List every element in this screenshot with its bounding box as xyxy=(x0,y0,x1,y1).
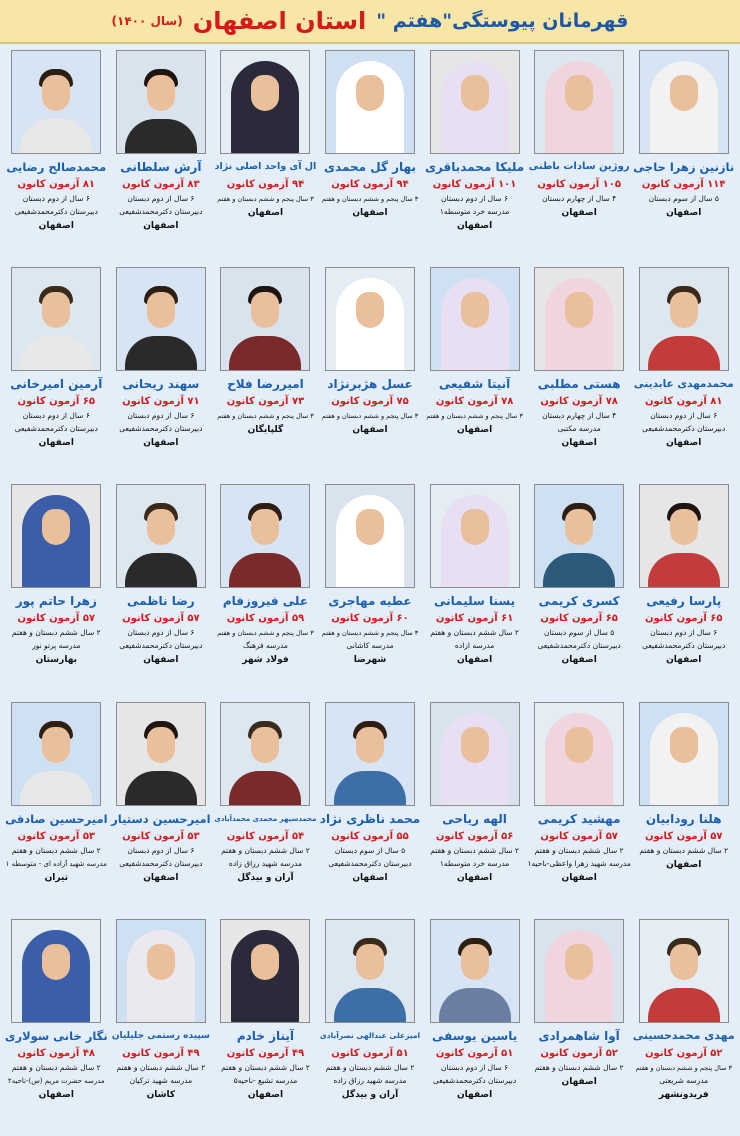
student-detail: دبیرستان دکترمحمدشفیعی xyxy=(642,424,726,434)
student-score: ۷۵ آزمون کانون xyxy=(331,396,409,408)
student-card xyxy=(318,263,423,480)
student-detail: مدرسه فرهنگ xyxy=(242,641,288,651)
student-card xyxy=(213,480,318,697)
student-score: ۵۹ آزمون کانون xyxy=(226,613,305,625)
student-name: آرش سلطانی xyxy=(120,160,202,174)
student-detail: ۶ سال از دوم دبستان xyxy=(650,628,718,638)
student-detail: دبیرستان دکترمحمدشفیعی xyxy=(119,858,203,868)
student-card xyxy=(422,698,527,915)
student-city: اصفهان xyxy=(38,1089,74,1100)
student-card xyxy=(318,698,423,915)
student-score: ۷۸ آزمون کانون xyxy=(435,396,514,408)
student-photo xyxy=(220,702,310,806)
student-city: اصفهان xyxy=(666,655,702,666)
student-photo xyxy=(220,267,310,371)
student-card xyxy=(318,480,423,697)
student-name: محمدمهدی عابدینی xyxy=(633,378,734,391)
student-card xyxy=(109,46,214,263)
student-detail: ۳ سال پنجم و ششم دبستان و هفتم xyxy=(217,412,314,421)
student-name: هلنا رودابیان xyxy=(645,811,722,826)
student-detail: ۵ سال از سوم دبستان xyxy=(648,194,719,203)
student-score: ۷۸ آزمون کانون xyxy=(540,396,618,408)
student-detail: ۲ سال ششم دبستان و هفتم xyxy=(430,628,519,638)
student-detail: مدرسه خرد متوسطه۱ xyxy=(439,207,510,216)
student-score: ۵۲ آزمون کانون xyxy=(540,1047,618,1059)
student-city: اصفهان xyxy=(456,655,493,666)
student-photo xyxy=(11,919,101,1023)
student-detail: ۳ سال پنجم و ششم دبستان و هفتم xyxy=(321,629,419,638)
student-score: ۹۴ آزمون کانون xyxy=(226,179,305,190)
student-city: اصفهان xyxy=(352,425,388,436)
student-name: یاسین یوسفی xyxy=(431,1028,518,1043)
student-city: اصفهان xyxy=(456,1089,493,1100)
student-card xyxy=(631,46,736,263)
student-detail: مدرسه حضرت مریم (س)-ناحیه۲ xyxy=(7,1076,105,1085)
student-city: بهارستان xyxy=(35,655,78,666)
student-detail: مدرسه کاشانی xyxy=(346,641,394,651)
student-detail: ۶ سال از دوم دبستان xyxy=(22,194,90,203)
student-photo xyxy=(430,484,520,588)
student-name: عسل هژبرنژاد xyxy=(327,377,413,392)
student-detail: ۶ سال از دوم دبستان xyxy=(22,411,90,421)
student-detail: ۶ سال از دوم دبستان xyxy=(127,411,195,421)
student-card xyxy=(318,915,423,1132)
student-score: ۴۹ آزمون کانون xyxy=(122,1047,200,1059)
student-card xyxy=(109,263,214,480)
student-detail: دبیرستان دکترمحمدشفیعی xyxy=(119,641,203,651)
student-photo xyxy=(220,484,310,588)
student-card xyxy=(527,46,632,263)
student-score: ۷۱ آزمون کانون xyxy=(122,396,200,408)
student-detail: ۲ سال ششم دبستان و هفتم xyxy=(325,1062,415,1072)
student-name: آنیتا شفیعی xyxy=(438,377,511,392)
student-detail: مدرسه شهید رزاق زاده xyxy=(228,858,302,868)
student-city: آران و بیدگل xyxy=(237,872,294,883)
student-card xyxy=(527,915,632,1132)
student-photo xyxy=(325,50,415,154)
student-score: ۵۱ آزمون کانون xyxy=(435,1047,514,1059)
student-city: اصفهان xyxy=(561,1076,597,1087)
student-name: امیررضا فلاح xyxy=(227,377,304,392)
student-detail: ۲ سال ششم دبستان و هفتم xyxy=(11,845,101,855)
header-year: (سال ۱۴۰۰) xyxy=(111,14,183,28)
student-card xyxy=(422,263,527,480)
student-detail: ۲ سال ششم دبستان و هفتم xyxy=(534,1062,624,1072)
student-name: آرمین امیرخانی xyxy=(10,377,103,392)
student-score: ۸۱ آزمون کانون xyxy=(644,396,723,408)
student-photo xyxy=(325,702,415,806)
student-score: ۵۳ آزمون کانون xyxy=(122,830,200,842)
student-detail: مدرسه ازاده xyxy=(454,641,495,651)
student-card xyxy=(631,915,736,1132)
student-card xyxy=(213,46,318,263)
student-photo xyxy=(116,484,206,588)
student-photo xyxy=(639,919,729,1023)
student-name: کسری کریمی xyxy=(538,594,620,609)
student-photo xyxy=(534,50,624,154)
students-grid xyxy=(4,46,736,1132)
student-photo xyxy=(11,267,101,371)
student-photo xyxy=(325,919,415,1023)
student-name: نازنین زهرا حاجی xyxy=(633,160,735,174)
student-name: هستی مطلبی xyxy=(537,377,621,392)
student-photo xyxy=(430,702,520,806)
student-detail: مدرسه شهید رزاق زاده xyxy=(333,1075,407,1085)
student-city: فریدونشهر xyxy=(658,1089,709,1100)
student-score: ۵۳ آزمون کانون xyxy=(17,830,96,842)
student-score: ۷۳ آزمون کانون xyxy=(226,396,305,408)
student-photo xyxy=(116,702,206,806)
student-detail: ۳ سال پنجم و ششم دبستان و هفتم xyxy=(217,629,314,638)
student-detail: ۶ سال از دوم دبستان xyxy=(650,411,718,421)
student-card xyxy=(318,46,423,263)
student-name: محمد ناظری نژاد xyxy=(319,811,421,826)
student-photo xyxy=(116,50,206,154)
student-city: اصفهان xyxy=(456,425,493,436)
student-city: اصفهان xyxy=(561,438,597,449)
student-detail: ۲ سال ششم دبستان و هفتم xyxy=(11,1062,101,1072)
student-detail: ۶ سال از دوم دبستان xyxy=(441,194,509,203)
student-card xyxy=(422,46,527,263)
student-score: ۵۷ آزمون کانون xyxy=(644,830,723,842)
student-detail: ۴ سال از چهارم دبستان xyxy=(542,411,617,421)
student-detail: ۶ سال از دوم دبستان xyxy=(127,845,195,855)
student-name: نگار خانی سولاری xyxy=(4,1028,108,1043)
student-photo xyxy=(534,484,624,588)
student-detail: ۲ سال ششم دبستان و هفتم xyxy=(639,845,729,855)
student-photo xyxy=(639,702,729,806)
student-city: اصفهان xyxy=(352,208,388,218)
student-detail: دبیرستان دکترمحمدشفیعی xyxy=(14,424,98,434)
student-name: یسنا سلیمانی xyxy=(434,594,516,609)
student-city: اصفهان xyxy=(38,221,74,231)
student-photo xyxy=(430,919,520,1023)
student-photo xyxy=(116,919,206,1023)
student-city: گلپایگان xyxy=(247,425,284,436)
student-name: زهرا حاتم پور xyxy=(15,594,97,609)
student-city: اصفهان xyxy=(143,872,179,883)
student-name: امیرحسین دستیار xyxy=(111,811,211,826)
student-detail: ۶ سال از دوم دبستان xyxy=(441,1062,509,1072)
student-city: اصفهان xyxy=(561,208,597,218)
student-name: علی فیروزفام xyxy=(222,594,309,609)
student-card xyxy=(109,698,214,915)
student-name: مهشید کریمی xyxy=(537,811,621,826)
student-detail: ۲ سال ششم دبستان و هفتم xyxy=(221,1062,310,1072)
student-card xyxy=(527,263,632,480)
student-score: ۴۹ آزمون کانون xyxy=(226,1047,305,1059)
student-name: ملیکا محمدباقری xyxy=(424,160,525,174)
student-score: ۱۰۱ آزمون کانون xyxy=(432,179,517,190)
student-name: عطیه مهاجری xyxy=(328,594,412,609)
student-photo xyxy=(639,267,729,371)
student-name: آوا شاهمرادی xyxy=(538,1028,620,1043)
student-detail: ۳ سال پنجم و ششم دبستان و هفتم xyxy=(321,412,419,421)
student-card xyxy=(527,698,632,915)
student-photo xyxy=(220,919,310,1023)
student-name: رضا ناظمی xyxy=(127,594,195,609)
student-photo xyxy=(325,484,415,588)
student-detail: ۳ سال پنجم و ششم دبستان و هفتم xyxy=(426,412,523,421)
student-photo xyxy=(430,50,520,154)
student-detail: ۲ سال ششم دبستان و هفتم xyxy=(534,845,624,855)
student-name: سپیده رستمی جلیلیان xyxy=(111,1030,210,1041)
student-photo xyxy=(11,50,101,154)
student-detail: ۲ سال ششم دبستان و هفتم xyxy=(116,1062,206,1072)
student-name: امیرعلی عبدالهی نصرآبادی xyxy=(319,1030,421,1040)
student-city: شهرضا xyxy=(353,655,387,666)
student-score: ۵۷ آزمون کانون xyxy=(17,613,96,625)
student-city: اصفهان xyxy=(352,872,388,883)
student-score: ۶۱ آزمون کانون xyxy=(435,613,514,625)
student-name: آیناز خادم xyxy=(236,1028,295,1043)
student-city: آران و بیدگل xyxy=(341,1089,399,1100)
student-city: تیران xyxy=(44,872,69,883)
student-card xyxy=(422,480,527,697)
student-card xyxy=(109,915,214,1132)
student-photo xyxy=(534,702,624,806)
student-score: ۶۵ آزمون کانون xyxy=(540,613,618,625)
student-detail: دبیرستان دکترمحمدشفیعی xyxy=(642,641,726,651)
student-name: محمدصالح رضایی xyxy=(6,160,107,174)
student-photo xyxy=(11,484,101,588)
student-card xyxy=(213,263,318,480)
student-score: ۵۱ آزمون کانون xyxy=(331,1047,409,1059)
student-card xyxy=(109,480,214,697)
student-card xyxy=(213,915,318,1132)
student-city: اصفهان xyxy=(143,655,179,666)
student-score: ۵۷ آزمون کانون xyxy=(122,613,200,625)
student-detail: مدرسه تشیع -ناحیه۵ xyxy=(233,1075,298,1085)
student-name: بهار گل محمدی xyxy=(324,160,416,174)
student-photo xyxy=(534,919,624,1023)
student-score: ۸۳ آزمون کانون xyxy=(122,179,200,190)
student-detail: ۲ سال ششم دبستان و هفتم xyxy=(221,845,310,855)
student-score: ۶۵ آزمون کانون xyxy=(644,613,723,625)
student-name: محمدسپهر محمدی محمدآبادی xyxy=(214,814,317,823)
student-detail: ۳ سال پنجم و ششم دبستان و هفتم xyxy=(635,1063,732,1072)
student-photo xyxy=(11,702,101,806)
student-score: ۹۴ آزمون کانون xyxy=(331,179,409,190)
student-city: اصفهان xyxy=(666,438,702,449)
student-detail: دبیرستان دکترمحمدشفیعی xyxy=(432,1075,517,1085)
student-photo xyxy=(325,267,415,371)
student-card xyxy=(4,480,109,697)
student-score: ۱۱۴ آزمون کانون xyxy=(641,179,726,190)
student-score: ۶۰ آزمون کانون xyxy=(331,613,409,625)
student-score: ۸۱ آزمون کانون xyxy=(17,179,96,190)
student-score: ۵۵ آزمون کانون xyxy=(331,830,409,842)
student-detail: ۶ سال از دوم دبستان xyxy=(127,628,195,638)
student-card xyxy=(631,480,736,697)
student-city: اصفهان xyxy=(666,859,702,870)
student-detail: دبیرستان دکترمحمدشفیعی xyxy=(119,424,203,434)
student-card xyxy=(213,698,318,915)
student-detail: دبیرستان دکترمحمدشفیعی xyxy=(328,858,412,868)
student-city: اصفهان xyxy=(561,655,597,666)
student-name: ال آی واحد اصلی نژاد xyxy=(214,161,317,172)
student-name: پارسا رفیعی xyxy=(646,594,722,609)
student-score: ۱۰۵ آزمون کانون xyxy=(537,179,621,190)
student-detail: مدرسه شهید ترکیان xyxy=(129,1075,193,1085)
student-city: کاشان xyxy=(146,1089,176,1100)
student-card xyxy=(422,915,527,1132)
student-city: اصفهان xyxy=(456,872,493,883)
student-city: اصفهان xyxy=(561,872,597,883)
student-card xyxy=(631,263,736,480)
student-detail: مدرسه شریعتی xyxy=(659,1075,709,1085)
student-photo xyxy=(639,484,729,588)
student-city: اصفهان xyxy=(247,208,284,218)
student-name: مهدی محمدحسینی xyxy=(632,1028,735,1042)
student-detail: ۲ سال ششم دبستان و هفتم xyxy=(11,628,101,638)
student-name: سهند ریحانی xyxy=(122,377,200,392)
student-name: امیرحسین صادقی xyxy=(5,811,108,826)
student-score: ۴۸ آزمون کانون xyxy=(17,1047,96,1059)
student-detail: ۲ سال ششم دبستان و هفتم xyxy=(430,845,519,855)
student-card xyxy=(4,698,109,915)
student-city: اصفهان xyxy=(143,438,179,449)
student-detail: ۵ سال از سوم دبستان xyxy=(544,628,615,638)
student-score: ۵۲ آزمون کانون xyxy=(644,1047,723,1059)
student-detail: مدرسه شهید آزاده ای - متوسطه ۱ xyxy=(5,859,107,868)
student-detail: دبیرستان دکترمحمدشفیعی xyxy=(119,207,203,216)
student-photo xyxy=(430,267,520,371)
student-card xyxy=(4,915,109,1132)
student-score: ۵۷ آزمون کانون xyxy=(540,830,618,842)
student-card xyxy=(4,263,109,480)
student-score: ۶۵ آزمون کانون xyxy=(17,396,96,408)
header-title: قهرمانان پیوستگی"هفتم " xyxy=(376,10,629,32)
student-detail: مدرسه پرتو نور xyxy=(32,641,81,651)
student-detail: ۳ سال پنجم و ششم دبستان و هفتم xyxy=(217,195,314,203)
student-city: فولاد شهر xyxy=(242,655,289,666)
student-photo xyxy=(534,267,624,371)
student-detail: دبیرستان دکترمحمدشفیعی xyxy=(14,207,98,216)
student-detail: ۵ سال از سوم دبستان xyxy=(334,845,406,855)
student-detail: ۴ سال از چهارم دبستان xyxy=(542,194,617,203)
student-card xyxy=(527,480,632,697)
student-city: اصفهان xyxy=(666,208,702,218)
student-detail: مدرسه مکتبی xyxy=(557,424,601,434)
student-city: اصفهان xyxy=(247,1089,284,1100)
student-detail: مدرسه شهید زهرا واعظی-ناحیه۱ xyxy=(527,858,631,868)
student-name: روژین سادات باطنی xyxy=(528,161,630,172)
student-city: اصفهان xyxy=(456,221,493,231)
header-province: استان اصفهان xyxy=(192,7,367,35)
student-detail: دبیرستان دکترمحمدشفیعی xyxy=(537,641,621,651)
student-detail: ۶ سال از دوم دبستان xyxy=(127,194,195,203)
student-photo xyxy=(116,267,206,371)
student-detail: ۳ سال پنجم و ششم دبستان و هفتم xyxy=(321,195,419,203)
student-detail: مدرسه خرد متوسطه۱ xyxy=(439,858,510,868)
student-score: ۵۶ آزمون کانون xyxy=(435,830,514,842)
student-photo xyxy=(220,50,310,154)
student-score: ۵۴ آزمون کانون xyxy=(226,830,305,842)
student-card xyxy=(4,46,109,263)
student-city: اصفهان xyxy=(143,221,179,231)
page-header xyxy=(0,0,740,44)
student-photo xyxy=(639,50,729,154)
student-card xyxy=(631,698,736,915)
student-name: الهه ریاحی xyxy=(442,811,507,826)
student-city: اصفهان xyxy=(38,438,74,449)
